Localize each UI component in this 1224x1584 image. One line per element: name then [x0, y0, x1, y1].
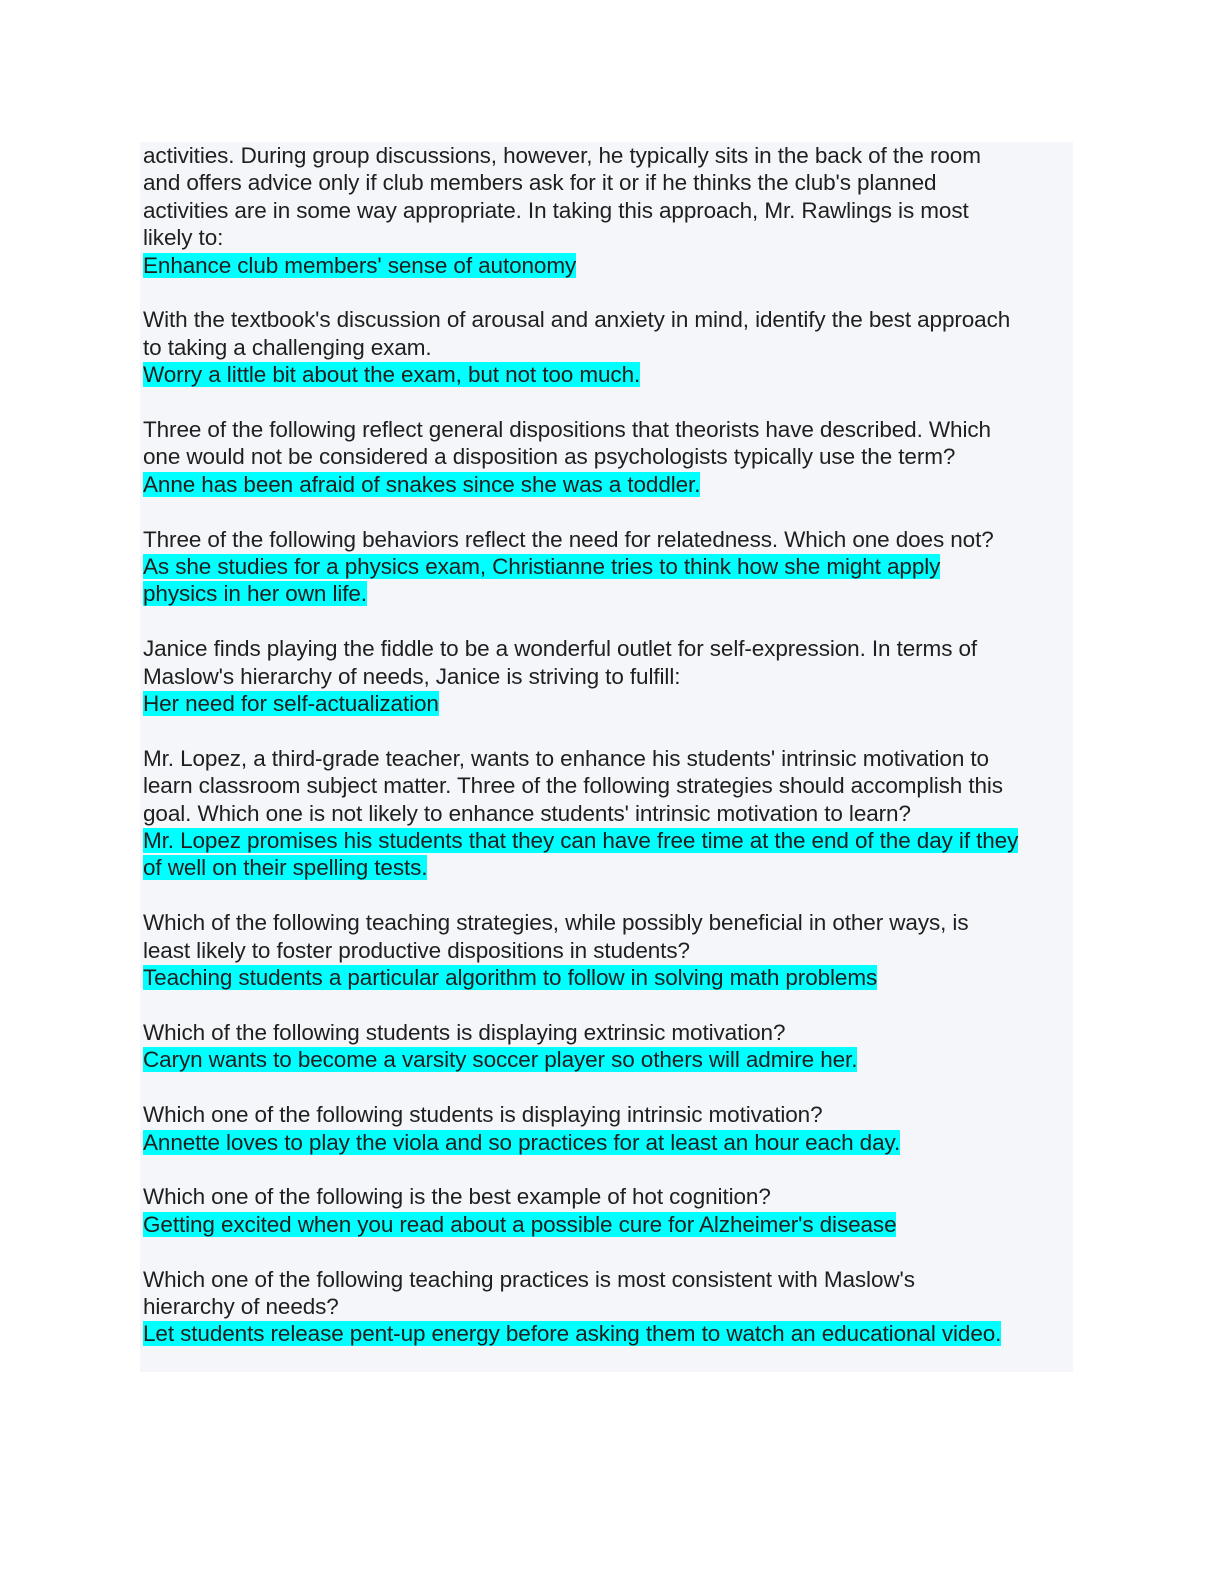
- qa-item: [143, 416, 1073, 498]
- qa-item: [143, 1019, 1073, 1074]
- question-text: Which one of the following students is displaying intrinsic motivation?: [143, 1102, 823, 1128]
- qa-item: [143, 526, 1073, 608]
- question-text: activities. During group discussions, however, he typically sits in the back of the room and offers advice only if club members ask for it or if he thinks the club's planned activities are in some way appropriate. In taking this approach, Mr. Rawlings is most likely to:: [143, 143, 981, 251]
- question-text: Mr. Lopez, a third-grade teacher, wants to enhance his students' intrinsic motivation to learn classroom subject matter. Three of the following strategies should accomplish this goal. Which one is not likely to enhance students' intrinsic motivation to learn?: [143, 745, 1003, 826]
- answer-highlight: Her need for self-actualization: [143, 691, 439, 717]
- question-text: Which of the following teaching strategies, while possibly beneficial in other ways, is least likely to foster productive dispositions in students?: [143, 910, 969, 963]
- answer-highlight: As she studies for a physics exam, Christianne tries to think how she might apply physics in her own life.: [143, 554, 941, 607]
- question-text: Three of the following reflect general dispositions that theorists have described. Which one would not be considered a disposition as psychologists typically use the term?: [143, 417, 991, 470]
- qa-item: [143, 306, 1073, 388]
- question-text: Three of the following behaviors reflect the need for relatedness. Which one does not?: [143, 526, 994, 552]
- question-text: With the textbook's discussion of arousal and anxiety in mind, identify the best approach to taking a challenging exam.: [143, 307, 1011, 360]
- answer-highlight: Let students release pent-up energy before asking them to watch an educational video.: [143, 1321, 1002, 1347]
- answer-highlight: Enhance club members' sense of autonomy: [143, 252, 577, 278]
- qa-item: [143, 1266, 1073, 1348]
- qa-item: [143, 909, 1073, 991]
- question-text: Which one of the following is the best example of hot cognition?: [143, 1184, 771, 1210]
- answer-highlight: Caryn wants to become a varsity soccer player so others will admire her.: [143, 1047, 858, 1073]
- answer-highlight: Anne has been afraid of snakes since she was a toddler.: [143, 471, 701, 497]
- answer-highlight: Teaching students a particular algorithm to follow in solving math problems: [143, 965, 878, 991]
- answer-highlight: Worry a little bit about the exam, but not too much.: [143, 362, 641, 388]
- question-text: Which one of the following teaching practices is most consistent with Maslow's hierarchy of needs?: [143, 1266, 915, 1319]
- qa-item: [143, 745, 1073, 882]
- answer-highlight: Mr. Lopez promises his students that they can have free time at the end of the day if they of well on their spelling tests.: [143, 828, 1019, 881]
- qa-item: [143, 1101, 1073, 1156]
- answer-highlight: Getting excited when you read about a possible cure for Alzheimer's disease: [143, 1211, 897, 1237]
- qa-item: [143, 635, 1073, 717]
- document-content: [143, 142, 1073, 1375]
- question-text: Which of the following students is displaying extrinsic motivation?: [143, 1019, 786, 1045]
- qa-item: [143, 1183, 1073, 1238]
- answer-highlight: Annette loves to play the viola and so practices for at least an hour each day.: [143, 1129, 901, 1155]
- qa-item: [143, 142, 1073, 279]
- question-text: Janice finds playing the fiddle to be a wonderful outlet for self-expression. In terms of Maslow's hierarchy of needs, Janice is striving to fulfill:: [143, 636, 978, 689]
